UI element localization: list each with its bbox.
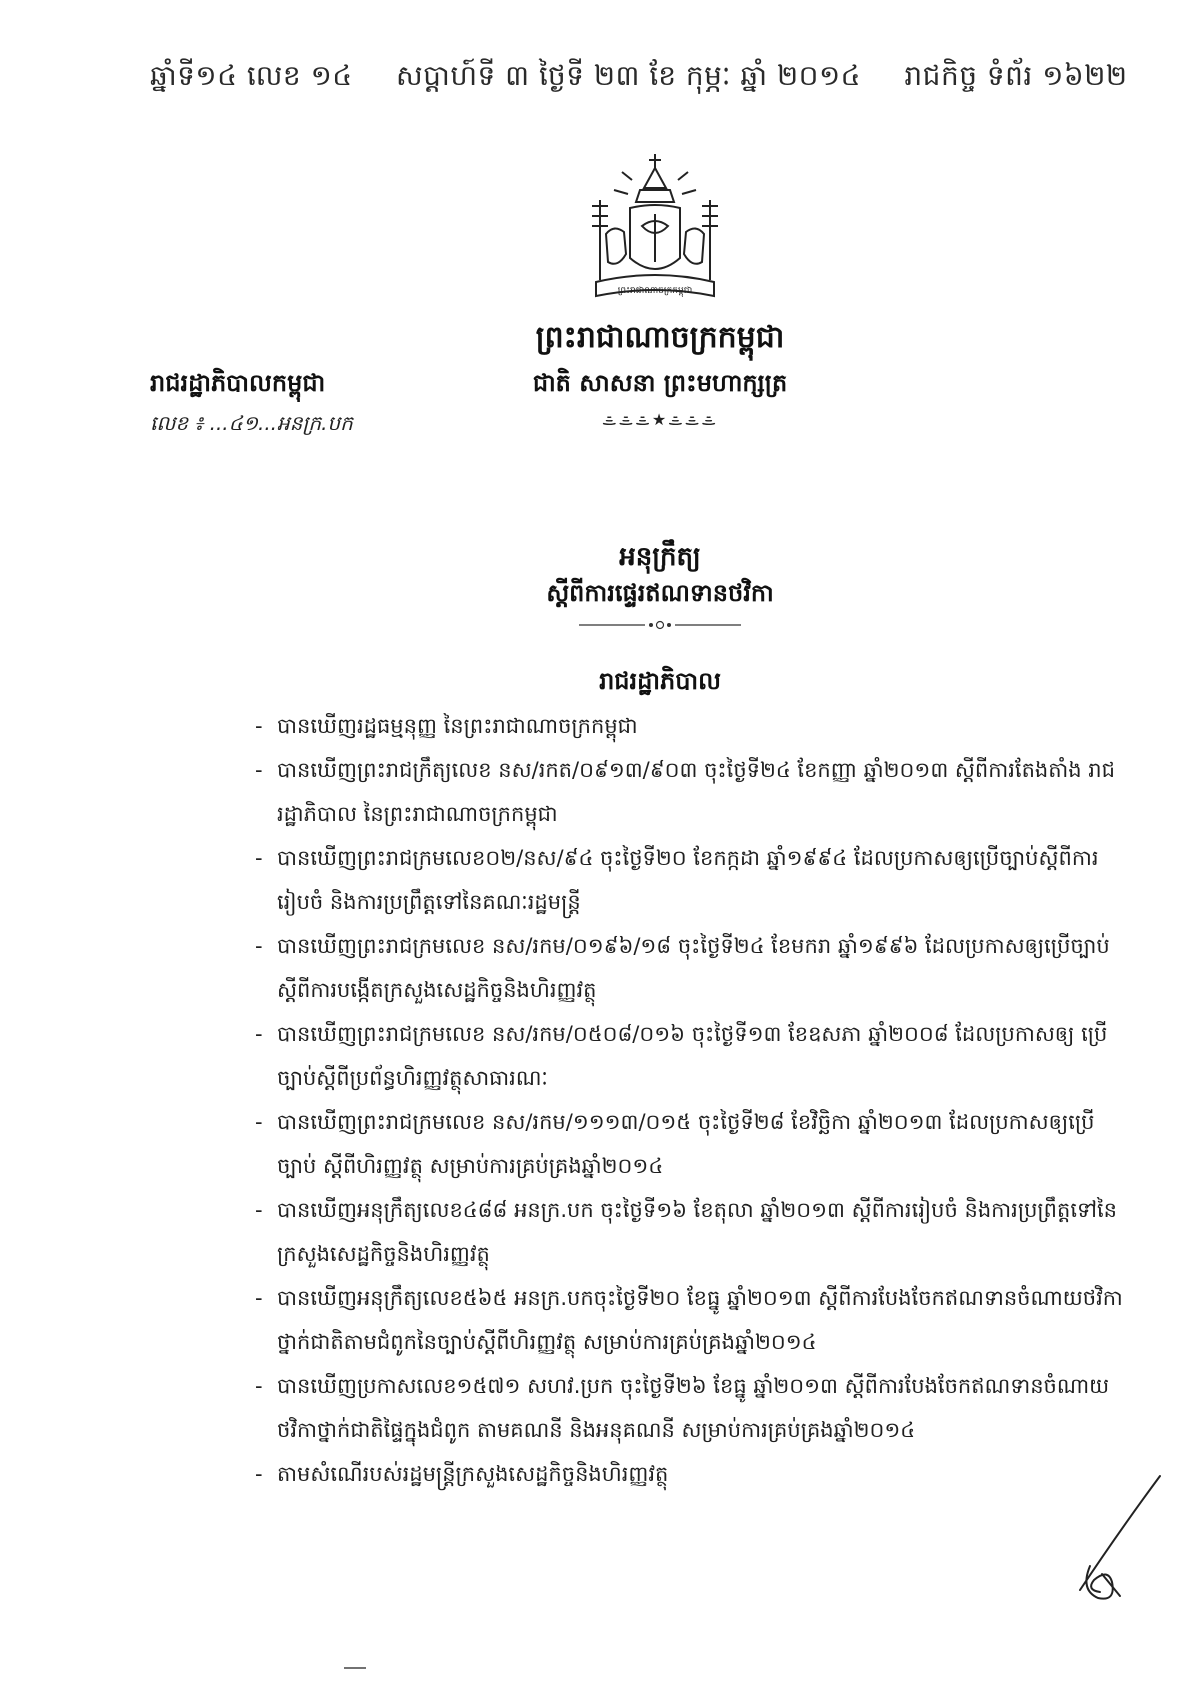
motto-ornament: ᯥᯥᯥ★ᯥᯥᯥ [602,410,718,429]
scan-mark [340,1662,370,1674]
consideration-item: - បានឃើញព្រះរាជក្រមលេខ០២/នស/៩៤ ចុះថ្ងៃទី២០ ខែកក្កដា ឆ្នាំ១៩៩៤ ដែលប្រកាសឲ្យប្រើច្បាប់ស្តីពីការរៀបចំ និងការប្រព្រឹត្តទៅនៃគណៈរដ្ឋមន្ត្រី [255,836,1125,924]
consideration-item: - បានឃើញព្រះរាជក្រមលេខ នស/រកម/១១១៣/០១៥ ចុះថ្ងៃទី២៨ ខែវិច្ឆិកា ឆ្នាំ២០១៣ ដែលប្រកាសឲ្យប្រើច្បាប់ ស្តីពីហិរញ្ញវត្ថុ សម្រាប់ការគ្រប់គ្រងឆ្នាំ២០១៤ [255,1100,1125,1188]
consideration-item: - បានឃើញប្រកាសលេខ១៥៧១ សហវ.ប្រក ចុះថ្ងៃទី២៦ ខែធ្នូ ឆ្នាំ២០១៣ ស្តីពីការបែងចែកឥណទានចំណាយថវិកាថ្នាក់ជាតិផ្ទៃក្នុងជំពូក តាមគណនី និងអនុគណនី សម្រាប់ការគ្រប់គ្រងឆ្នាំ២០១៤ [255,1364,1125,1452]
consideration-item: - បានឃើញព្រះរាជក្រមលេខ នស/រកម/០១៩៦/១៨ ចុះថ្ងៃទី២៤ ខែមករា ឆ្នាំ១៩៩៦ ដែលប្រកាសឲ្យប្រើច្បាប់ស្តីពីការបង្កើតក្រសួងសេដ្ឋកិច្ចនិងហិរញ្ញវត្ថុ [255,924,1125,1012]
issue-date: សប្តាហ៍ទី ៣ ថ្ងៃទី ២៣ ខែ កុម្ភៈ ឆ្នាំ ២០១៤ [396,59,861,92]
consideration-item: - បានឃើញអនុក្រឹត្យលេខ៥៦៥ អនក្រ.បកចុះថ្ងៃទី២០ ខែធ្នូ ឆ្នាំ២០១៣ ស្តីពីការបែងចែកឥណទានចំណាយថវិកាថ្នាក់ជាតិតាមជំពូកនៃច្បាប់ស្តីពីហិរញ្ញវត្ថុ សម្រាប់ការគ្រប់គ្រងឆ្នាំ២០១៤ [255,1276,1125,1364]
consideration-item: - បានឃើញព្រះរាជក្រមលេខ នស/រកម/០៥០៨/០១៦ ចុះថ្ងៃទី១៣ ខែឧសភា ឆ្នាំ២០០៨ ដែលប្រកាសឲ្យ ប្រើច្បាប់ស្តីពីប្រព័ន្ធហិរញ្ញវត្ថុសាធារណៈ [255,1012,1125,1100]
handwritten-initials-icon [1050,1470,1170,1610]
reference-number: លេខ ៖ ...៤១...អនក្រ.បក [150,411,353,435]
issuing-authority: រាជរដ្ឋាភិបាលកម្ពុជា [150,369,326,397]
title-divider-ornament [575,620,745,630]
document-type: អនុក្រឹត្យ [619,542,701,572]
consideration-item: - តាមសំណើរបស់រដ្ឋមន្ត្រីក្រសួងសេដ្ឋកិច្ចនិងហិរញ្ញវត្ថុ [255,1452,1125,1496]
national-motto: ជាតិ សាសនា ព្រះមហាក្សត្រ [532,369,788,397]
kingdom-heading: ព្រះរាជាណាចក្រកម្ពុជា [535,320,785,355]
consideration-item: - បានឃើញរដ្ឋធម្មនុញ្ញ នៃព្រះរាជាណាចក្រកម្ពុជា [255,704,1125,748]
gazette-page-number: រាជកិច្ច ទំព័រ ១៦២២ [904,59,1128,92]
running-header [150,58,1130,99]
svg-text:ព្រះរាជាណាចក្រកម្ពុជា: ព្រះរាជាណាចក្រកម្ពុជា [617,286,693,296]
document-subject: ស្តីពីការផ្ទេរឥណទានថវិកា [546,579,774,607]
royal-coat-of-arms-icon [570,150,740,310]
consideration-item: - បានឃើញអនុក្រឹត្យលេខ៤៨៨ អនក្រ.បក ចុះថ្ងៃទី១៦ ខែតុលា ឆ្នាំ២០១៣ ស្តីពីការរៀបចំ និងការប្រព្រឹត្តទៅនៃក្រសួងសេដ្ឋកិច្ចនិងហិរញ្ញវត្ថុ [255,1188,1125,1276]
issue-label: ឆ្នាំទី១៤ លេខ ១៤ [150,59,353,92]
considerations-list [255,704,1125,1496]
enacting-authority: រាជរដ្ឋាភិបាល [599,667,721,695]
consideration-item: - បានឃើញព្រះរាជក្រឹត្យលេខ នស/រកត/០៩១៣/៩០៣ ចុះថ្ងៃទី២៤ ខែកញ្ញា ឆ្នាំ២០១៣ ស្តីពីការតែងតាំង រាជរដ្ឋាភិបាល នៃព្រះរាជាណាចក្រកម្ពុជា [255,748,1125,836]
